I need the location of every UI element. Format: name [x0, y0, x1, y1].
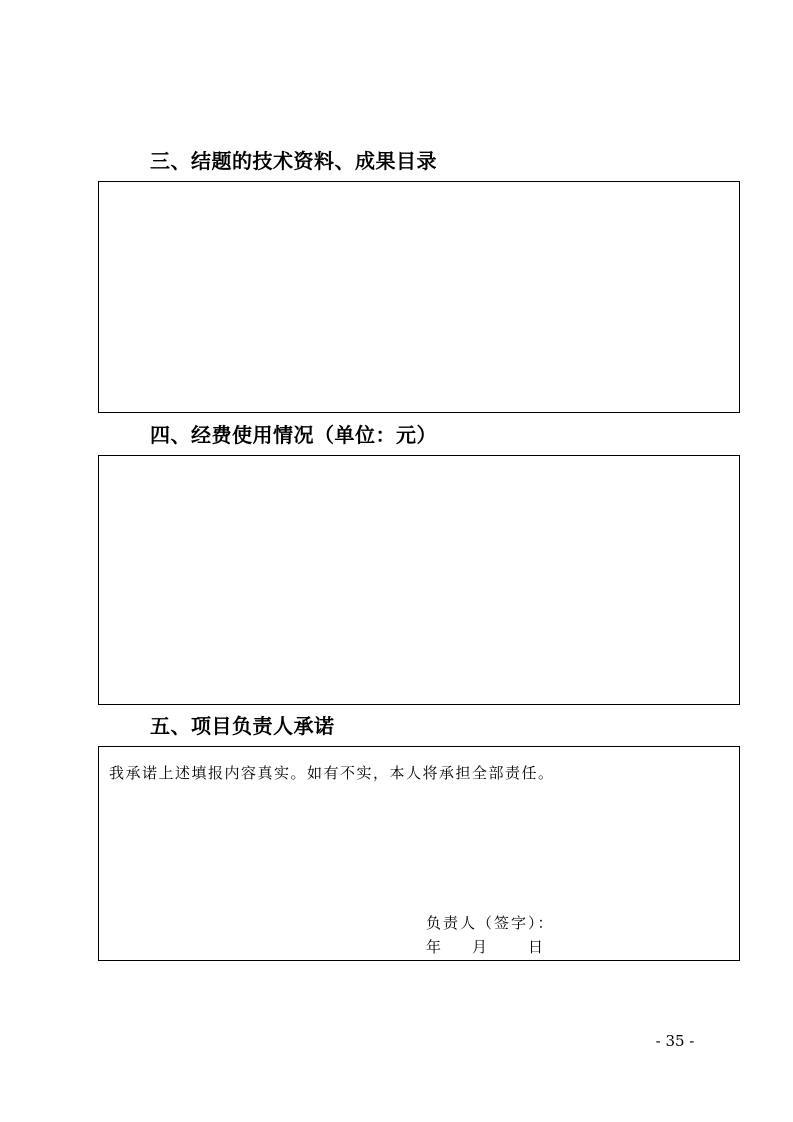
date-line[interactable]	[426, 937, 543, 957]
date-month-label: 月	[472, 938, 488, 956]
section-heading-funding: 四、经费使用情况（单位：元）	[150, 423, 437, 447]
section-heading-pledge: 五、项目负责人承诺	[150, 714, 335, 738]
tech-materials-box[interactable]	[98, 181, 740, 413]
date-day-label: 日	[528, 938, 544, 956]
funding-box[interactable]	[98, 455, 740, 705]
section-heading-tech-materials: 三、结题的技术资料、成果目录	[150, 149, 437, 173]
pledge-statement: 我承诺上述填报内容真实。如有不实，本人将承担全部责任。	[109, 764, 555, 782]
pledge-box	[98, 746, 740, 961]
date-year-label: 年	[426, 938, 442, 956]
signature-label[interactable]: 负责人（签字）：	[426, 914, 555, 932]
page-number: - 35 -	[655, 1032, 695, 1050]
